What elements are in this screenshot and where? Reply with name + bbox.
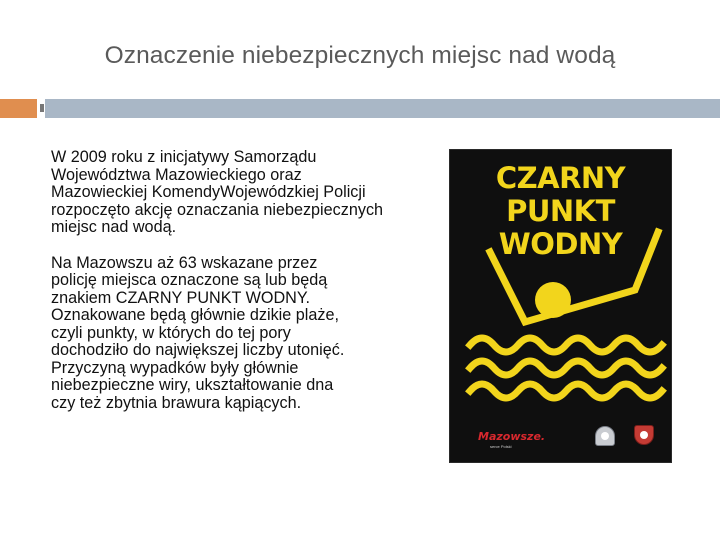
swimmer-arms — [490, 232, 658, 322]
slide-body — [51, 149, 446, 412]
paragraph-initiative: W 2009 roku z inicjatywy Samorządu Województwa Mazowieckiego oraz Mazowieckiej KomendyWojewódzkiej Policji rozpoczęto akcję oznaczania niebezpiecznych miejsc nad wodą. — [51, 148, 384, 236]
swimmer-head — [535, 282, 571, 318]
paragraph-mazowsze: Na Mazowszu aż 63 wskazane przez policję miejsca oznaczone są lub będą znakiem CZARNY PUNKT WODNY. Oznakowane będą głównie dzikie plaże, czyli punkty, w których do tej pory dochodziło do największej liczby utonięć. Przyczyną wypadków były głównie niebezpieczne wiry, ukształtowanie dna czy też zbytnia brawura kąpiących. — [51, 253, 345, 412]
swimmer-pictogram-icon — [450, 150, 671, 462]
wave-2 — [470, 361, 662, 375]
slide-title: Oznaczenie niebezpiecznych miejsc nad wodą — [104, 42, 616, 69]
coat-of-arms-icon — [634, 425, 654, 445]
coat-of-arms-emblem — [640, 431, 648, 439]
mazowsze-logo: Mazowsze. — [478, 430, 546, 443]
wave-1 — [470, 338, 662, 352]
campaign-poster — [450, 150, 671, 462]
header-rule — [45, 99, 720, 118]
police-badge-icon — [595, 426, 615, 446]
header-rule-marker — [40, 104, 44, 112]
mazowsze-logo-subtext: serce Polski — [490, 444, 512, 449]
poster-title-line-1: CZARNY PUNKT — [495, 161, 626, 228]
poster-title-line-2: WODNY — [498, 227, 623, 261]
wave-3 — [470, 384, 662, 398]
header-rule-accent — [0, 99, 37, 118]
police-badge-star — [601, 432, 609, 440]
